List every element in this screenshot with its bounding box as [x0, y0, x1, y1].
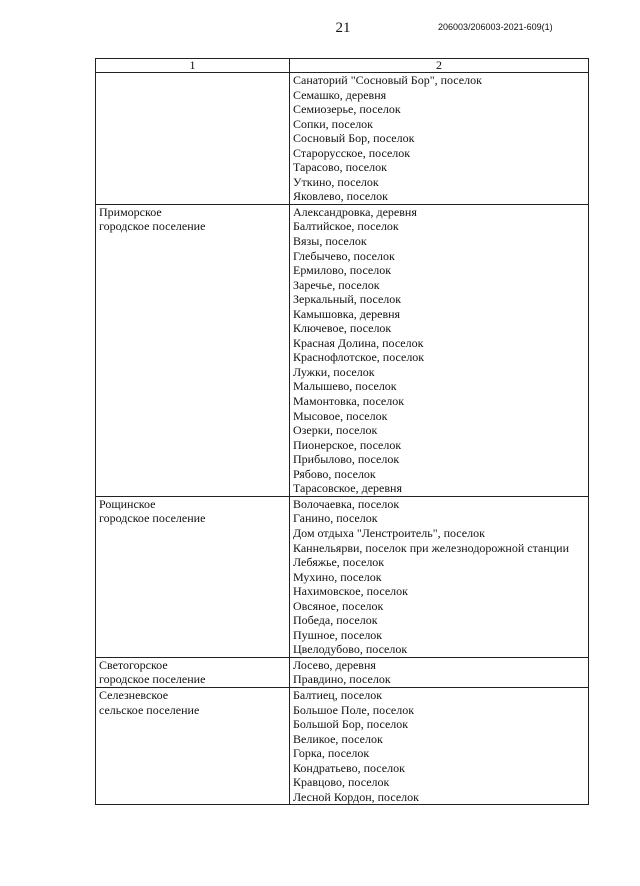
settlement-item: Александровка, деревня — [293, 204, 417, 219]
column-header-2: 2 — [290, 59, 589, 73]
settlements-cell — [290, 657, 589, 687]
settlement-item: Ключевое, поселок — [293, 321, 392, 336]
settlement-item: Нахимовское, поселок — [293, 584, 408, 599]
column-header-1: 1 — [96, 59, 290, 73]
municipality-name-line: городское поселение — [99, 672, 206, 687]
settlement-item: Сосновый Бор, поселок — [293, 131, 415, 146]
settlement-item: Лебяжье, поселок — [293, 555, 385, 570]
settlement-item: Глебычево, поселок — [293, 248, 395, 263]
settlement-item: Пионерское, поселок — [293, 437, 402, 452]
settlement-item: Мысовое, поселок — [293, 408, 388, 423]
settlement-item: Вязы, поселок — [293, 234, 367, 249]
settlement-item: Победа, поселок — [293, 613, 378, 628]
municipality-cell — [96, 73, 290, 205]
settlement-item: Тарасовское, деревня — [293, 481, 402, 496]
settlement-item: Санаторий "Сосновый Бор", поселок — [293, 73, 482, 87]
table-row — [96, 204, 589, 496]
municipality-name-line: городское поселение — [99, 511, 206, 526]
municipality-name-line: Приморское — [99, 204, 162, 219]
settlement-item: Озерки, поселок — [293, 423, 378, 438]
municipality-cell — [96, 496, 290, 657]
table-header-row — [96, 59, 589, 73]
settlement-item: Мамонтовка, поселок — [293, 394, 405, 409]
settlement-item: Кравцово, поселок — [293, 775, 390, 790]
settlement-item: Сопки, поселок — [293, 116, 374, 131]
settlement-item: Лужки, поселок — [293, 364, 375, 379]
settlement-item: Каннельярви, поселок при железнодорожной станции — [293, 540, 569, 555]
settlement-item: Пушное, поселок — [293, 627, 383, 642]
settlement-item: Уткино, поселок — [293, 174, 379, 189]
settlement-item: Правдино, поселок — [293, 672, 391, 687]
settlements-cell — [290, 687, 589, 804]
settlements-cell — [290, 204, 589, 496]
table-row — [96, 73, 589, 205]
settlement-item: Краснофлотское, поселок — [293, 350, 425, 365]
municipality-cell — [96, 657, 290, 687]
settlement-item: Большое Поле, поселок — [293, 702, 415, 717]
page-number: 21 — [335, 20, 351, 36]
settlement-item: Овсяное, поселок — [293, 598, 384, 613]
settlement-item: Ермилово, поселок — [293, 263, 392, 278]
settlement-item: Малышево, поселок — [293, 379, 397, 394]
settlements-cell — [290, 496, 589, 657]
table-row — [96, 496, 589, 657]
settlement-item: Лосево, деревня — [293, 657, 376, 672]
settlements-table — [95, 58, 589, 805]
settlement-item: Дом отдыха "Ленстроитель", поселок — [293, 525, 485, 540]
settlement-item: Зеркальный, поселок — [293, 292, 402, 307]
settlement-item: Волочаевка, поселок — [293, 496, 400, 511]
settlement-item: Балтийское, поселок — [293, 219, 399, 234]
municipality-name-line: городское поселение — [99, 219, 206, 234]
settlement-item: Тарасово, поселок — [293, 160, 387, 175]
municipality-name-line: Селезневское — [99, 687, 169, 702]
settlement-item: Семашко, деревня — [293, 87, 387, 102]
settlement-item: Камышовка, деревня — [293, 306, 401, 321]
settlement-item: Семиозерье, поселок — [293, 102, 401, 117]
settlement-item: Заречье, поселок — [293, 277, 380, 292]
settlement-item: Балтиец, поселок — [293, 687, 383, 702]
municipality-name-line: Светогорское — [99, 657, 168, 672]
settlement-item: Прибылово, поселок — [293, 452, 400, 467]
table-row — [96, 657, 589, 687]
municipality-cell — [96, 204, 290, 496]
settlement-item: Лесной Кордон, поселок — [293, 789, 419, 804]
settlement-item: Старорусское, поселок — [293, 145, 411, 160]
settlement-item: Горка, поселок — [293, 746, 370, 761]
municipality-name-line: Рощинское — [99, 496, 156, 511]
settlement-item: Мухино, поселок — [293, 569, 382, 584]
settlement-item: Ганино, поселок — [293, 511, 378, 526]
settlement-item: Красная Долина, поселок — [293, 335, 424, 350]
settlement-item: Цвелодубово, поселок — [293, 642, 408, 657]
settlement-item: Рябово, поселок — [293, 466, 376, 481]
settlement-item: Кондратьево, поселок — [293, 760, 405, 775]
settlement-item: Яковлево, поселок — [293, 189, 388, 204]
municipality-name-line: сельское поселение — [99, 702, 200, 717]
document-code: 206003/206003-2021-609(1) — [438, 22, 553, 32]
settlement-item: Большой Бор, поселок — [293, 717, 409, 732]
municipality-cell — [96, 687, 290, 804]
table-row — [96, 687, 589, 804]
settlement-item: Великое, поселок — [293, 731, 383, 746]
table-body — [96, 73, 589, 805]
settlements-cell — [290, 73, 589, 205]
